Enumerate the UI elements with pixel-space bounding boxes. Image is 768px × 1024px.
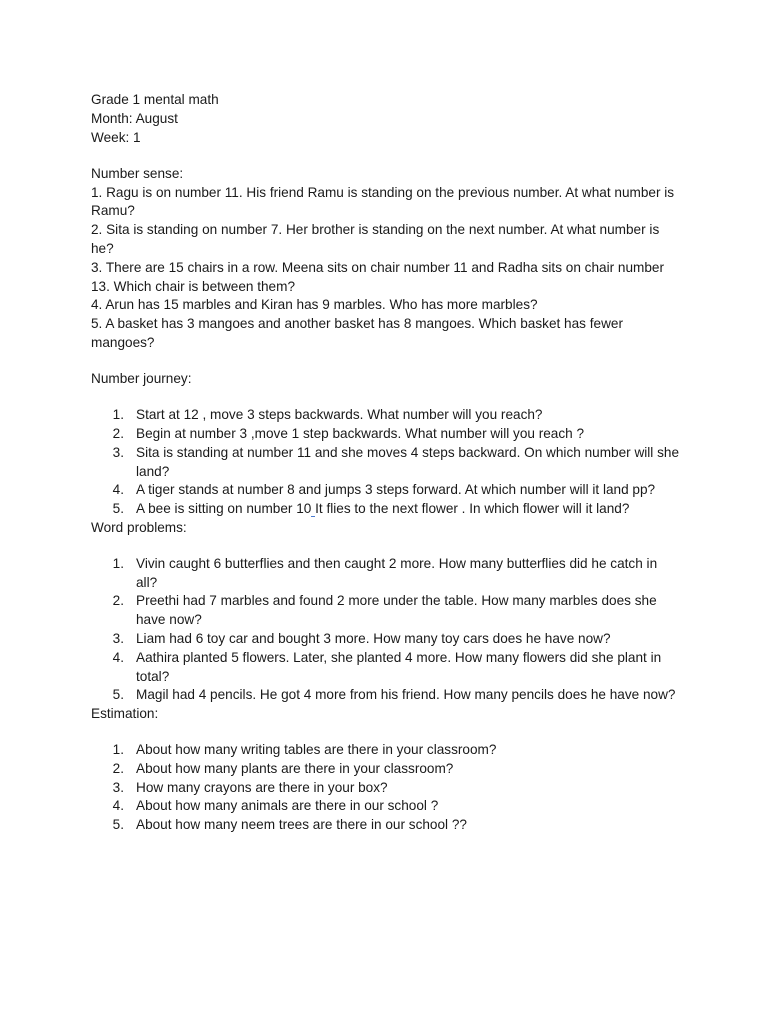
section-heading-word-problems: Word problems: <box>91 519 187 535</box>
number-sense-item: 1. Ragu is on number 11. His friend Ramu is standing on the previous number. At what number is Ramu? <box>91 184 678 219</box>
list-text: Start at 12 , move 3 steps backwards. What number will you reach? <box>136 407 543 423</box>
list-text: How many crayons are there in your box? <box>136 779 388 795</box>
list-text: A tiger stands at number 8 and jumps 3 steps forward. At which number will it land pp? <box>136 482 656 498</box>
list-text: Begin at number 3 ,move 1 step backwards. What number will you reach ? <box>136 425 585 441</box>
list-text: About how many animals are there in our school ? <box>136 798 439 814</box>
list-text: Sita is standing at number 11 and she moves 4 steps backward. On which number will she land? <box>136 444 680 479</box>
list-number: 5. <box>112 501 124 517</box>
list-text: Magil had 4 pencils. He got 4 more from his friend. How many pencils does he have now? <box>136 687 676 703</box>
list-text-end: It flies to the next flower . In which flower will it land? <box>315 501 630 517</box>
list-text: Preethi had 7 marbles and found 2 more under the table. How many marbles does she have now? <box>136 593 657 628</box>
section-heading-estimation: Estimation: <box>91 706 159 722</box>
list-number: 5. <box>112 817 124 833</box>
spacer <box>91 353 681 371</box>
list-item <box>91 816 681 835</box>
list-item <box>91 741 681 760</box>
month-label: Month: August <box>91 110 178 126</box>
spacer <box>91 724 681 741</box>
list-number: 3. <box>112 630 124 646</box>
list-item <box>91 686 681 705</box>
section-heading-number-sense: Number sense: <box>91 165 184 181</box>
list-item <box>91 406 681 425</box>
list-number: 3. <box>112 779 124 795</box>
list-item <box>91 592 681 630</box>
list-item <box>91 797 681 816</box>
estimation-list <box>91 741 681 835</box>
list-item <box>91 481 681 500</box>
word-problems-list <box>91 555 681 705</box>
list-number: 1. <box>112 741 124 757</box>
list-number: 5. <box>112 687 124 703</box>
list-number: 3. <box>112 444 124 460</box>
list-text: About how many neem trees are there in our school ?? <box>136 817 467 833</box>
number-sense-item: 5. A basket has 3 mangoes and another basket has 8 mangoes. Which basket has fewer mangoes? <box>91 316 627 351</box>
number-sense-item: 2. Sita is standing on number 7. Her brother is standing on the next number. At what number is he? <box>91 222 664 257</box>
list-item <box>91 425 681 444</box>
list-number: 2. <box>112 760 124 776</box>
list-text-start: A bee is sitting on number 10 <box>136 501 312 517</box>
list-text: About how many writing tables are there in your classroom? <box>136 741 497 757</box>
spacer <box>91 389 681 406</box>
spacer <box>91 147 681 165</box>
list-number: 4. <box>112 482 124 498</box>
number-sense-item: 4. Arun has 15 marbles and Kiran has 9 marbles. Who has more marbles? <box>91 297 538 313</box>
list-item <box>91 555 681 593</box>
list-text: About how many plants are there in your classroom? <box>136 760 454 776</box>
list-item <box>91 630 681 649</box>
list-item <box>91 760 681 779</box>
week-label: Week: 1 <box>91 129 141 145</box>
section-heading-number-journey: Number journey: <box>91 371 192 387</box>
list-number: 2. <box>112 593 124 609</box>
list-number: 1. <box>112 407 124 423</box>
document-title: Grade 1 mental math <box>91 92 219 107</box>
list-item <box>91 500 681 519</box>
list-item <box>91 444 681 482</box>
list-item <box>91 649 681 687</box>
list-item <box>91 779 681 798</box>
list-number: 2. <box>112 425 124 441</box>
number-sense-item: 3. There are 15 chairs in a row. Meena sits on chair number 11 and Radha sits on chair number 13. Which chair is between them? <box>91 259 668 294</box>
spacer <box>91 538 681 555</box>
list-number: 1. <box>112 555 124 571</box>
list-number: 4. <box>112 798 124 814</box>
list-text: Vivin caught 6 butterflies and then caught 2 more. How many butterflies did he catch in all? <box>136 555 658 590</box>
number-journey-list <box>91 406 681 519</box>
list-number: 4. <box>112 649 124 665</box>
list-text: Aathira planted 5 flowers. Later, she planted 4 more. How many flowers did she plant in total? <box>136 649 662 684</box>
list-text: Liam had 6 toy car and bought 3 more. How many toy cars does he have now? <box>136 630 611 646</box>
document-body <box>91 91 681 835</box>
